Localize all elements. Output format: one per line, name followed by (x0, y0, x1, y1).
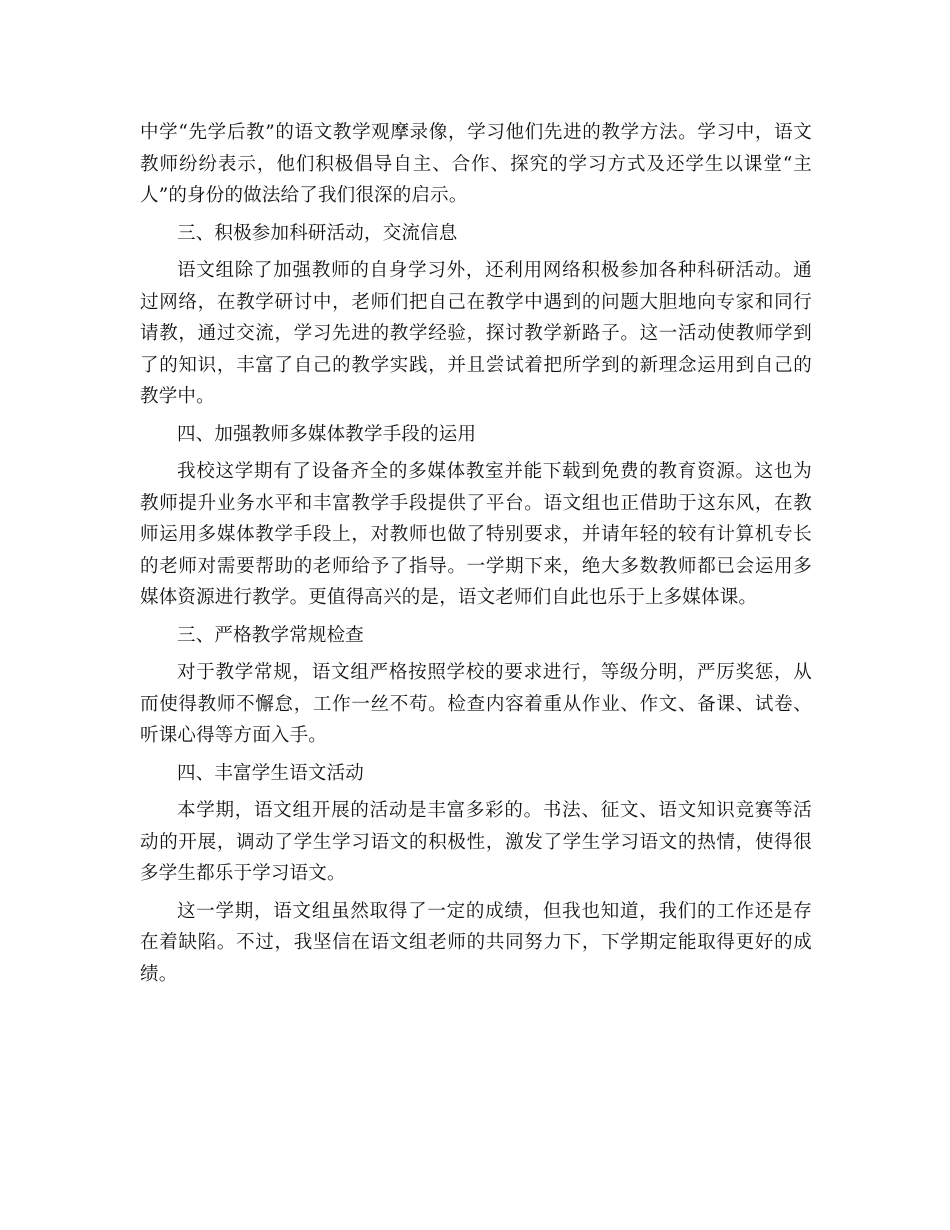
paragraph-conclusion: 这一学期，语文组虽然取得了一定的成绩，但我也知道，我们的工作还是存在着缺陷。不过，我坚信在语文组老师的共同努力下，下学期定能取得更好的成绩。 (140, 900, 812, 985)
section-heading-routine-check: 三、严格教学常规检查 (177, 624, 365, 646)
paragraph-multimedia: 我校这学期有了设备齐全的多媒体教室并能下载到免费的教育资源。这也为教师提升业务水平和丰富教学手段提供了平台。语文组也正借助于这东风，在教师运用多媒体教学手段上，对教师也做了特别要求，并请年轻的较有计算机专长的老师对需要帮助的老师给予了指导。一学期下来，绝大多数教师都已会运用多媒体资源进行教学。更值得高兴的是，语文老师们自此也乐于上多媒体课。 (140, 461, 812, 608)
paragraph-student-activities: 本学期，语文组开展的活动是丰富多彩的。书法、征文、语文知识竞赛等活动的开展，调动了学生学习语文的积极性，激发了学生学习语文的热情，使得很多学生都乐于学习语文。 (140, 800, 812, 884)
section-heading-student-activities: 四、丰富学生语文活动 (177, 762, 365, 784)
paragraph-routine-check: 对于教学常规，语文组严格按照学校的要求进行，等级分明，严厉奖惩，从而使得教师不懈怠，工作一丝不苟。检查内容着重从作业、作文、备课、试卷、听课心得等方面入手。 (140, 662, 812, 746)
paragraph-continuation: 中学“先学后教”的语文教学观摩录像，学习他们先进的教学方法。学习中，语文教师纷纷表示，他们积极倡导自主、合作、探究的学习方式及还学生以课堂“主人”的身份的做法给了我们很深的启示。 (140, 122, 812, 206)
section-heading-research: 三、积极参加科研活动，交流信息 (177, 222, 458, 244)
section-heading-multimedia: 四、加强教师多媒体教学手段的运用 (177, 423, 477, 445)
paragraph-research: 语文组除了加强教师的自身学习外，还利用网络积极参加各种科研活动。通过网络，在教学研讨中，老师们把自己在教学中遇到的问题大胆地向专家和同行请教，通过交流，学习先进的教学经验，探讨教学新路子。这一活动使教师学到了的知识，丰富了自己的教学实践，并且尝试着把所学到的新理念运用到自己的教学中。 (140, 260, 812, 407)
document-page (140, 117, 812, 996)
